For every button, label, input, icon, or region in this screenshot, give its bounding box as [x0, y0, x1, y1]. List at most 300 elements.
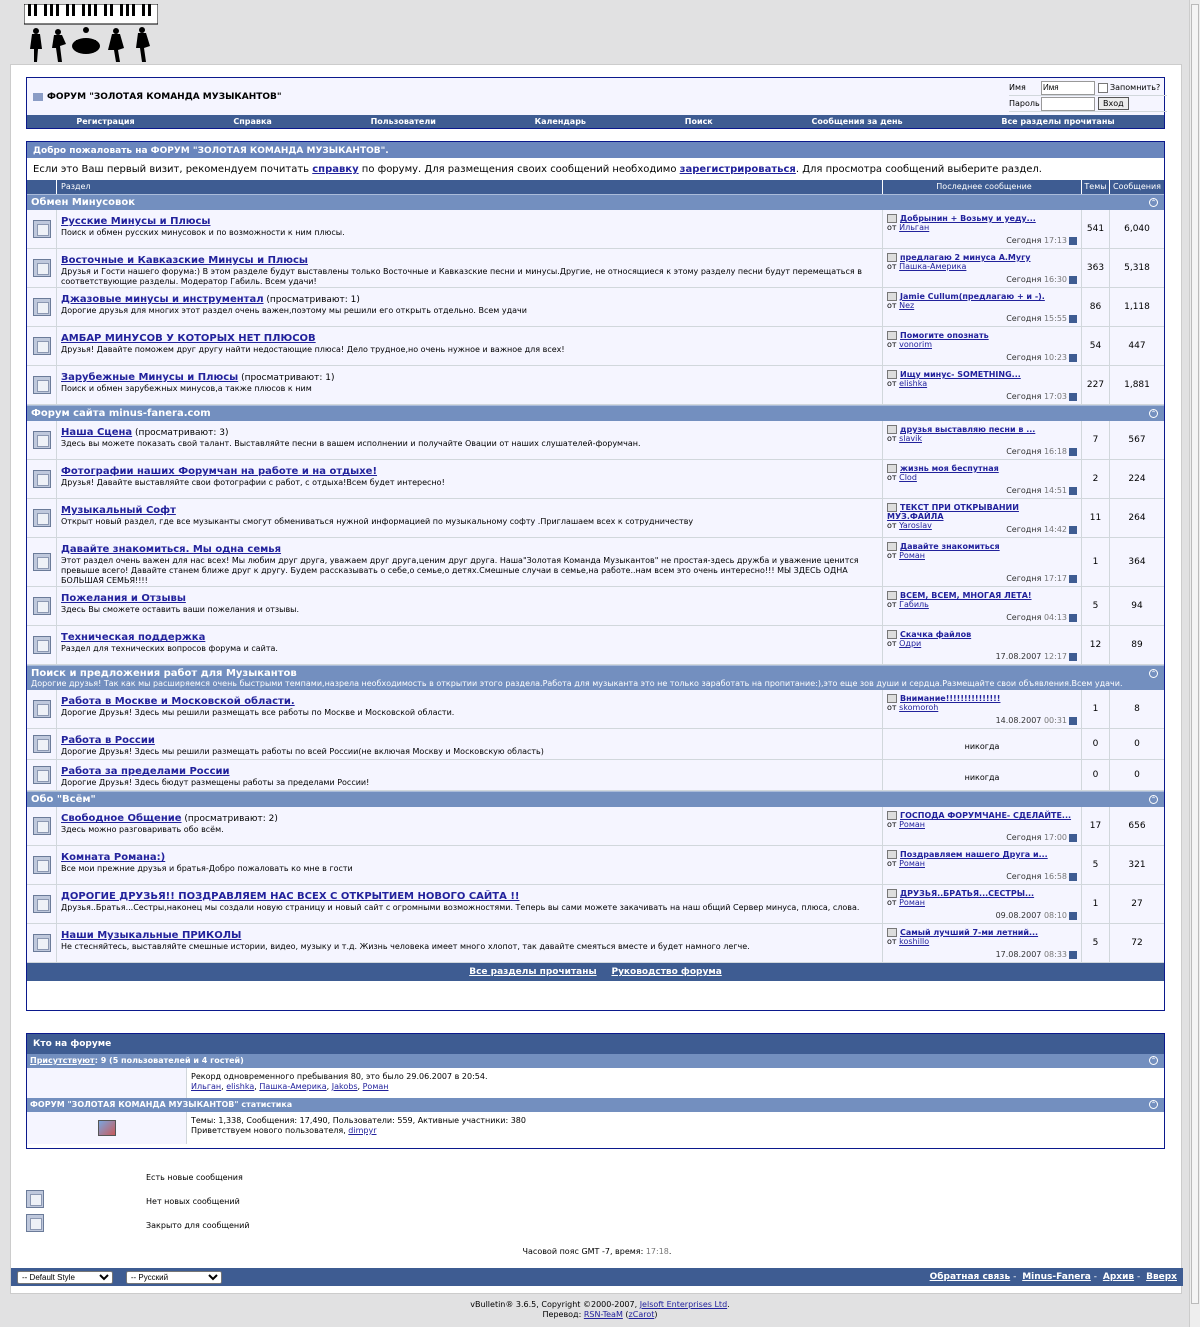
last-post-cell [883, 499, 1082, 537]
last-post-time: 17:17 [1043, 574, 1067, 583]
last-post-title[interactable]: Добрынин + Возьму и уеду... [900, 214, 1036, 223]
forum-status-icon [33, 470, 51, 488]
forum-desc: Раздел для технических вопросов форума и сайта. [61, 644, 278, 653]
last-post-title[interactable]: Ищу минус- SOMETHING... [900, 370, 1021, 379]
nav-mark-read[interactable]: Все разделы прочитаны [1001, 117, 1115, 126]
last-post-user[interactable]: Роман [899, 898, 925, 907]
forum-status-cell [27, 538, 57, 586]
footer-links: Обратная связь - Minus-Fanera - Архив - Вверх [929, 1272, 1177, 1282]
last-post-by: от [887, 262, 897, 271]
section-desc: Дорогие друзья! Так как мы расширяемся очень быстрыми темпами,назрела необходимость в открытии этого раздела.Работа для музыканта это не только заработать на пропитание:),это еще зов души и сердца.Размещайте свои объявления.Всем удачи. [31, 679, 1123, 688]
forum-status-icon [33, 856, 51, 874]
section-header[interactable] [27, 194, 1164, 210]
last-post-never: никогда [964, 742, 1000, 751]
username-label: Имя [1009, 83, 1026, 92]
header-forum: Раздел [57, 180, 883, 194]
forum-status-cell [27, 729, 57, 759]
forum-row [27, 807, 1164, 846]
last-post-date: Сегодня [1006, 314, 1042, 323]
section-header[interactable] [27, 791, 1164, 807]
post-count: 89 [1110, 626, 1164, 664]
whos-online-title: Кто на форуме [27, 1034, 1164, 1054]
last-post-cell [883, 288, 1082, 326]
online-user-list: Ильган, elishka, Пашка-Америка, Jakobs, Роман [191, 1082, 389, 1091]
forum-link[interactable]: Работа за пределами России [61, 766, 230, 777]
last-post-date: 14.08.2007 [995, 716, 1042, 725]
go-to-last-post-icon[interactable] [1069, 575, 1077, 583]
thread-count: 541 [1082, 210, 1110, 248]
forum-status-cell [27, 210, 57, 248]
last-post-time: 12:17 [1043, 652, 1067, 661]
forum-cell [57, 210, 883, 248]
post-icon [887, 464, 897, 473]
last-post-date: Сегодня [1006, 613, 1042, 622]
last-post-title[interactable]: друзья выставляю песни в ... [900, 425, 1036, 434]
forum-cell [57, 460, 883, 498]
online-icon-cell [27, 1068, 187, 1098]
forum-cell [57, 690, 883, 728]
last-post-title[interactable]: Самый лучший 7-ми летний... [900, 928, 1039, 937]
collapse-icon[interactable]: ⌃ [1150, 670, 1157, 677]
thread-count: 5 [1082, 924, 1110, 962]
online-user[interactable]: elishka [226, 1082, 255, 1091]
timezone-dot: . [668, 1247, 672, 1256]
forum-status-cell [27, 885, 57, 923]
last-post-title[interactable]: ТЕКСТ ПРИ ОТКРЫВАНИИ МУЗ.ФАЙЛА [887, 503, 1019, 521]
last-post-by: от [887, 551, 897, 560]
forum-status-cell [27, 587, 57, 625]
nav-search[interactable]: Поиск [684, 117, 713, 126]
collapse-icon[interactable]: ⌃ [1150, 796, 1157, 803]
record-text: Рекорд одновременного пребывания 80, это было 29.06.2007 в 20:54. [191, 1072, 488, 1081]
post-count: 5,318 [1110, 249, 1164, 287]
forum-status-icon [33, 509, 51, 527]
last-post-date: Сегодня [1006, 833, 1042, 842]
last-post-time: 10:23 [1043, 353, 1067, 362]
thread-count: 1 [1082, 690, 1110, 728]
forum-status-icon [33, 766, 51, 784]
post-count: 364 [1110, 538, 1164, 586]
password-input[interactable] [1041, 97, 1095, 111]
translator-link[interactable]: RSN-TeaM [583, 1310, 623, 1319]
collapse-icon[interactable]: ⌃ [1150, 1057, 1157, 1064]
forum-desc: Друзья! Давайте выставляйте свои фотографии с работ, с отдыха!Всем будет интересно! [61, 478, 445, 487]
forum-status-cell [27, 288, 57, 326]
last-post-title[interactable]: ВСЕМ, ВСЕМ, МНОГАЯ ЛЕТА! [900, 591, 1032, 600]
forum-link[interactable]: Техническая поддержка [61, 632, 206, 643]
forum-cell [57, 421, 883, 459]
last-post-cell [883, 729, 1082, 759]
last-post-time: 16:30 [1043, 275, 1067, 284]
last-post-title[interactable]: Поздравляем нашего Друга и... [900, 850, 1048, 859]
last-post-user[interactable]: Ильган [899, 223, 930, 232]
thread-count: 17 [1082, 807, 1110, 845]
last-post-user[interactable]: Роман [899, 859, 925, 868]
post-icon [887, 542, 897, 551]
legend-locked [26, 1213, 426, 1237]
section-title[interactable]: Обмен Минусовок [31, 197, 135, 208]
forum-viewing: (просматривают: 1) [266, 295, 360, 305]
scrollbar-thumb[interactable] [1191, 4, 1199, 1304]
legend-new [26, 1165, 426, 1189]
last-post-title[interactable]: Давайте знакомиться [900, 542, 1000, 551]
last-post-by: от [887, 379, 897, 388]
forum-desc: Здесь Вы сможете оставить ваши пожелания и отзывы. [61, 605, 300, 614]
post-icon [887, 292, 897, 301]
style-select[interactable] [17, 1271, 113, 1284]
go-to-last-post-icon[interactable] [1069, 614, 1077, 622]
archive-link[interactable]: Архив [1102, 1272, 1135, 1282]
forum-status-icon [33, 337, 51, 355]
online-user[interactable]: Jakobs [331, 1082, 358, 1091]
post-count: 224 [1110, 460, 1164, 498]
remember-checkbox[interactable] [1098, 83, 1108, 93]
post-icon [887, 850, 897, 859]
header-last-post: Последнее сообщение [883, 180, 1082, 194]
forum-link[interactable]: ДОРОГИЕ ДРУЗЬЯ!! ПОЗДРАВЛЯЕМ НАС ВСЕХ С ОТКРЫТИЕМ НОВОГО САЙТА !! [61, 891, 520, 902]
last-post-time: 17:13 [1043, 236, 1067, 245]
last-post-time: 08:33 [1043, 950, 1067, 959]
forum-link[interactable]: Джазовые минусы и инструментал [61, 294, 264, 305]
forum-cell [57, 807, 883, 845]
present-count: : 9 (5 пользователей и 4 гостей) [94, 1056, 244, 1065]
forum-row [27, 538, 1164, 587]
last-post-user[interactable]: Пашка-Америка [899, 262, 967, 271]
last-post-cell [883, 690, 1082, 728]
forum-status-cell [27, 460, 57, 498]
post-icon [887, 425, 897, 434]
forum-status-icon [33, 735, 51, 753]
forum-desc: Дорогие Друзья! Здесь мы решили размещать работы по всей России(не включая Москву и Московскую область) [61, 747, 544, 756]
thread-count: 0 [1082, 729, 1110, 759]
legend-label: Нет новых сообщений [146, 1196, 240, 1206]
nav-register[interactable]: Регистрация [76, 117, 135, 126]
stats-header [27, 1098, 1164, 1112]
go-to-last-post-icon[interactable] [1069, 315, 1077, 323]
go-to-last-post-icon[interactable] [1069, 487, 1077, 495]
post-count: 0 [1110, 729, 1164, 759]
stats-row [27, 1112, 1164, 1144]
forum-status-icon [33, 376, 51, 394]
forum-title[interactable] [33, 92, 282, 102]
last-post-title[interactable]: жизнь моя беспутная [900, 464, 999, 473]
last-post-title[interactable]: предлагаю 2 минуса А.Мугу [900, 253, 1031, 262]
translator-link-2[interactable]: zCarot [628, 1310, 655, 1319]
forum-row [27, 690, 1164, 729]
collapse-icon[interactable]: ⌃ [1150, 1101, 1157, 1108]
forum-guide-link[interactable]: Руководство форума [611, 967, 722, 977]
forum-link[interactable]: Свободное Общение [61, 813, 182, 824]
forum-viewing: (просматривают: 2) [184, 814, 278, 824]
forum-header [26, 77, 1165, 129]
last-post-date: Сегодня [1006, 525, 1042, 534]
forum-status-icon [33, 298, 51, 316]
last-post-title[interactable]: Внимание!!!!!!!!!!!!!!! [900, 694, 1001, 703]
last-post-date: Сегодня [1006, 353, 1042, 362]
last-post-user[interactable]: vonorim [899, 340, 933, 349]
section-header[interactable] [27, 405, 1164, 421]
thread-count: 363 [1082, 249, 1110, 287]
section-title[interactable]: Форум сайта minus-fanera.com [31, 408, 211, 419]
last-post-cell [883, 421, 1082, 459]
forum-link[interactable]: Наша Сцена [61, 427, 133, 438]
forum-desc: Поиск и обмен русских минусовок и по возможности к ним плюсы. [61, 228, 345, 237]
forum-cell [57, 499, 883, 537]
go-to-last-post-icon[interactable] [1069, 653, 1077, 661]
forum-link[interactable]: Фотографии наших Форумчан на работе и на отдыхе! [61, 466, 378, 477]
last-post-title[interactable]: ГОСПОДА ФОРУМЧАНЕ- СДЕЛАЙТЕ... [900, 811, 1072, 820]
forum-row [27, 366, 1164, 405]
last-post-title[interactable]: Скачка файлов [900, 630, 972, 639]
forum-status-cell [27, 690, 57, 728]
forum-row [27, 288, 1164, 327]
welcome-text-3: . Для просмотра сообщений выберите раздел. [795, 164, 1042, 175]
last-post-cell [883, 210, 1082, 248]
forum-status-cell [27, 924, 57, 962]
thread-count: 227 [1082, 366, 1110, 404]
forum-row [27, 249, 1164, 288]
online-user[interactable]: Ильган [191, 1082, 222, 1091]
forum-row [27, 587, 1164, 626]
collapse-icon[interactable]: ⌃ [1150, 410, 1157, 417]
site-link[interactable]: Minus-Fanera [1022, 1272, 1091, 1282]
forum-link[interactable]: Работа в России [61, 735, 155, 746]
last-post-date: 09.08.2007 [995, 911, 1042, 920]
forum-cell [57, 366, 883, 404]
copyright-text: vBulletin® 3.6.5, Copyright ©2000-2007, [470, 1300, 640, 1309]
last-post-user[interactable]: Роман [899, 551, 925, 560]
last-post-title[interactable]: ДРУЗЬЯ..БРАТЬЯ...СЕСТРЫ... [900, 889, 1035, 898]
forum-status-icon [33, 220, 51, 238]
last-post-user[interactable]: skomoroh [899, 703, 939, 712]
last-post-cell [883, 327, 1082, 365]
last-post-date: Сегодня [1006, 447, 1042, 456]
page-scrollbar[interactable] [1189, 0, 1200, 1327]
last-post-time: 14:42 [1043, 525, 1067, 534]
remember-label: Запомнить? [1110, 83, 1161, 92]
forum-link[interactable]: Работа в Москве и Московской области. [61, 696, 295, 707]
last-post-cell [883, 587, 1082, 625]
forum-desc: Дорогие Друзья! Здесь мы решили размещать все работы по Москве и Московской области. [61, 708, 455, 717]
thread-count: 12 [1082, 626, 1110, 664]
go-to-last-post-icon[interactable] [1069, 393, 1077, 401]
go-to-last-post-icon[interactable] [1069, 717, 1077, 725]
last-post-by: от [887, 434, 897, 443]
welcome-new-user: Приветствуем нового пользователя, [191, 1126, 349, 1135]
whos-online [26, 1033, 1165, 1149]
nav-members[interactable]: Пользователи [370, 117, 436, 126]
last-post-user[interactable]: slavik [899, 434, 922, 443]
icon-legend [26, 1165, 426, 1237]
post-count: 321 [1110, 846, 1164, 884]
last-post-user[interactable]: Роман [899, 820, 925, 829]
last-post-user[interactable]: Габиль [899, 600, 929, 609]
last-post-by: от [887, 820, 897, 829]
forum-link[interactable]: Восточные и Кавказские Минусы и Плюсы [61, 255, 308, 266]
welcome-text [27, 158, 1164, 180]
stats-chart-icon [98, 1120, 116, 1136]
go-to-last-post-icon[interactable] [1069, 526, 1077, 534]
timezone-info [11, 1247, 1183, 1256]
present-link[interactable]: Присутствуют [30, 1056, 95, 1065]
mark-all-read-link[interactable]: Все разделы прочитаны [469, 967, 597, 977]
forum-desc: Друзья и Гости нашего форума:) В этом разделе будут выставлены только Восточные и Кавказские песни и минусы.Другие, не относящиеся к этому разделу песни будут перемещаться в соответствующие разделы. Модератор Габиль. Всем удачи! [61, 267, 862, 286]
site-logo [24, 4, 158, 62]
forum-desc: Друзья! Давайте поможем друг другу найти недостающие плюса! Дело трудное,но очень нужное и важное для всех! [61, 345, 565, 354]
forum-desc: Дорогие друзья для многих этот раздел очень важен,поэтому мы решили его открыть отдельно. Всем удачи [61, 306, 527, 315]
login-button[interactable]: Вход [1098, 97, 1129, 110]
last-post-date: 17.08.2007 [995, 652, 1042, 661]
go-to-last-post-icon[interactable] [1069, 354, 1077, 362]
last-post-cell [883, 807, 1082, 845]
last-post-user[interactable]: Одри [899, 639, 922, 648]
thread-count: 0 [1082, 760, 1110, 790]
jelsoft-link[interactable]: Jelsoft Enterprises Ltd [639, 1300, 728, 1309]
forum-link[interactable]: Наши Музыкальные ПРИКОЛЫ [61, 930, 242, 941]
last-post-cell [883, 366, 1082, 404]
forum-row [27, 846, 1164, 885]
go-to-last-post-icon[interactable] [1069, 951, 1077, 959]
language-select[interactable] [126, 1271, 222, 1284]
last-post-user[interactable]: Clod [899, 473, 917, 482]
last-post-by: от [887, 639, 897, 648]
nav-help[interactable]: Справка [233, 117, 272, 126]
forum-cell [57, 288, 883, 326]
legend-old [26, 1189, 426, 1213]
forum-link[interactable]: Русские Минусы и Плюсы [61, 216, 211, 227]
welcome-title: Добро пожаловать на ФОРУМ "ЗОЛОТАЯ КОМАНДА МУЗЫКАНТОВ". [27, 142, 1164, 158]
forum-cell [57, 626, 883, 664]
section-header[interactable] [27, 665, 1164, 690]
last-post-by: от [887, 301, 897, 310]
last-post-by: от [887, 898, 897, 907]
post-count: 0 [1110, 760, 1164, 790]
post-icon [887, 889, 897, 898]
last-post-cell [883, 538, 1082, 586]
go-to-last-post-icon[interactable] [1069, 834, 1077, 842]
nav-calendar[interactable]: Календарь [534, 117, 586, 126]
post-count: 27 [1110, 885, 1164, 923]
last-post-cell [883, 249, 1082, 287]
forum-link[interactable]: АМБАР МИНУСОВ У КОТОРЫХ НЕТ ПЛЮСОВ [61, 333, 316, 344]
nav-todays-posts[interactable]: Сообщения за день [811, 117, 903, 126]
last-post-time: 16:58 [1043, 872, 1067, 881]
post-count: 567 [1110, 421, 1164, 459]
thread-count: 1 [1082, 538, 1110, 586]
forum-desc: Друзья..Братья...Сестры,наконец мы создали новую страницу и новый сайт с огромными возможностями. Теперь вы сами можете закачивать на наш общий Сервер минуса, плюса, слова. [61, 903, 860, 912]
header-icon-col [27, 180, 57, 194]
forum-status-cell [27, 421, 57, 459]
forum-row [27, 924, 1164, 963]
last-post-by: от [887, 937, 897, 946]
post-icon [887, 214, 897, 223]
help-link[interactable]: справку [312, 164, 359, 175]
post-icon [887, 811, 897, 820]
post-count: 447 [1110, 327, 1164, 365]
post-icon [887, 630, 897, 639]
post-count: 72 [1110, 924, 1164, 962]
forum-desc: Не стесняйтесь, выставляйте смешные истории, видео, музыку и т.д. Жизнь человека имеет много хлопот, так давайте смеяться вместе и будет намного легче. [61, 942, 750, 951]
go-to-last-post-icon[interactable] [1069, 276, 1077, 284]
legend-label: Закрыто для сообщений [146, 1220, 250, 1230]
online-users [187, 1068, 491, 1098]
forum-cell [57, 885, 883, 923]
post-icon [887, 331, 897, 340]
present-header [27, 1054, 1164, 1068]
new-user-link[interactable]: dimpyr [348, 1126, 377, 1135]
forum-status-cell [27, 327, 57, 365]
last-post-cell [883, 460, 1082, 498]
last-post-user[interactable]: Nez [899, 301, 915, 310]
section-title[interactable]: Обо "Всём" [31, 794, 96, 805]
register-link[interactable]: зарегистрироваться [679, 164, 796, 175]
forum-status-cell [27, 626, 57, 664]
last-post-date: 17.08.2007 [995, 950, 1042, 959]
forum-link[interactable]: Пожелания и Отзывы [61, 593, 186, 604]
last-post-user[interactable]: Yaroslav [899, 521, 932, 530]
navbar [27, 115, 1164, 128]
forum-link[interactable]: Комната Романа:) [61, 852, 166, 863]
collapse-icon[interactable]: ⌃ [1150, 199, 1157, 206]
legend-label: Есть новые сообщения [146, 1172, 243, 1182]
last-post-time: 16:18 [1043, 447, 1067, 456]
last-post-cell [883, 760, 1082, 790]
login-form [1009, 80, 1167, 112]
forum-status-cell [27, 366, 57, 404]
forum-title-text[interactable]: ФОРУМ "ЗОЛОТАЯ КОМАНДА МУЗЫКАНТОВ" [47, 92, 282, 102]
forum-link[interactable]: Зарубежные Минусы и Плюсы [61, 372, 239, 383]
post-count: 6,040 [1110, 210, 1164, 248]
last-post-user[interactable]: koshillo [899, 937, 930, 946]
last-post-time: 08:10 [1043, 911, 1067, 920]
last-post-user[interactable]: elishka [899, 379, 928, 388]
online-user[interactable]: Роман [362, 1082, 389, 1091]
go-to-last-post-icon[interactable] [1069, 912, 1077, 920]
forum-status-cell [27, 249, 57, 287]
online-users-row [27, 1068, 1164, 1098]
last-post-title[interactable]: Jamie Cullum(предлагаю + и -). [900, 292, 1045, 301]
top-link[interactable]: Вверх [1146, 1272, 1177, 1282]
new-posts-icon [26, 1166, 48, 1188]
last-post-by: от [887, 340, 897, 349]
header-posts: Сообщения [1112, 182, 1161, 191]
thread-count: 2 [1082, 460, 1110, 498]
last-post-by: от [887, 473, 897, 482]
welcome-text-1: Если это Ваш первый визит, рекомендуем почитать [33, 164, 313, 175]
copyright-dot: . [727, 1300, 730, 1309]
forum-row [27, 327, 1164, 366]
section-title[interactable]: Поиск и предложения работ для Музыкантов [31, 668, 297, 679]
no-new-posts-icon [26, 1190, 48, 1212]
go-to-last-post-icon[interactable] [1069, 448, 1077, 456]
forum-status-cell [27, 499, 57, 537]
forum-link[interactable]: Музыкальный Софт [61, 505, 176, 516]
thread-count: 5 [1082, 846, 1110, 884]
forum-cell [57, 846, 883, 884]
contact-link[interactable]: Обратная связь [929, 1272, 1011, 1282]
go-to-last-post-icon[interactable] [1069, 873, 1077, 881]
last-post-by: от [887, 703, 897, 712]
last-post-cell [883, 924, 1082, 962]
username-input[interactable] [1041, 81, 1095, 95]
online-user[interactable]: Пашка-Америка [259, 1082, 327, 1091]
last-post-cell [883, 626, 1082, 664]
forum-link[interactable]: Давайте знакомиться. Мы одна семья [61, 544, 282, 555]
last-post-title[interactable]: Помогите опознать [900, 331, 989, 340]
go-to-last-post-icon[interactable] [1069, 237, 1077, 245]
forum-home-icon [33, 93, 43, 101]
forum-cell [57, 327, 883, 365]
